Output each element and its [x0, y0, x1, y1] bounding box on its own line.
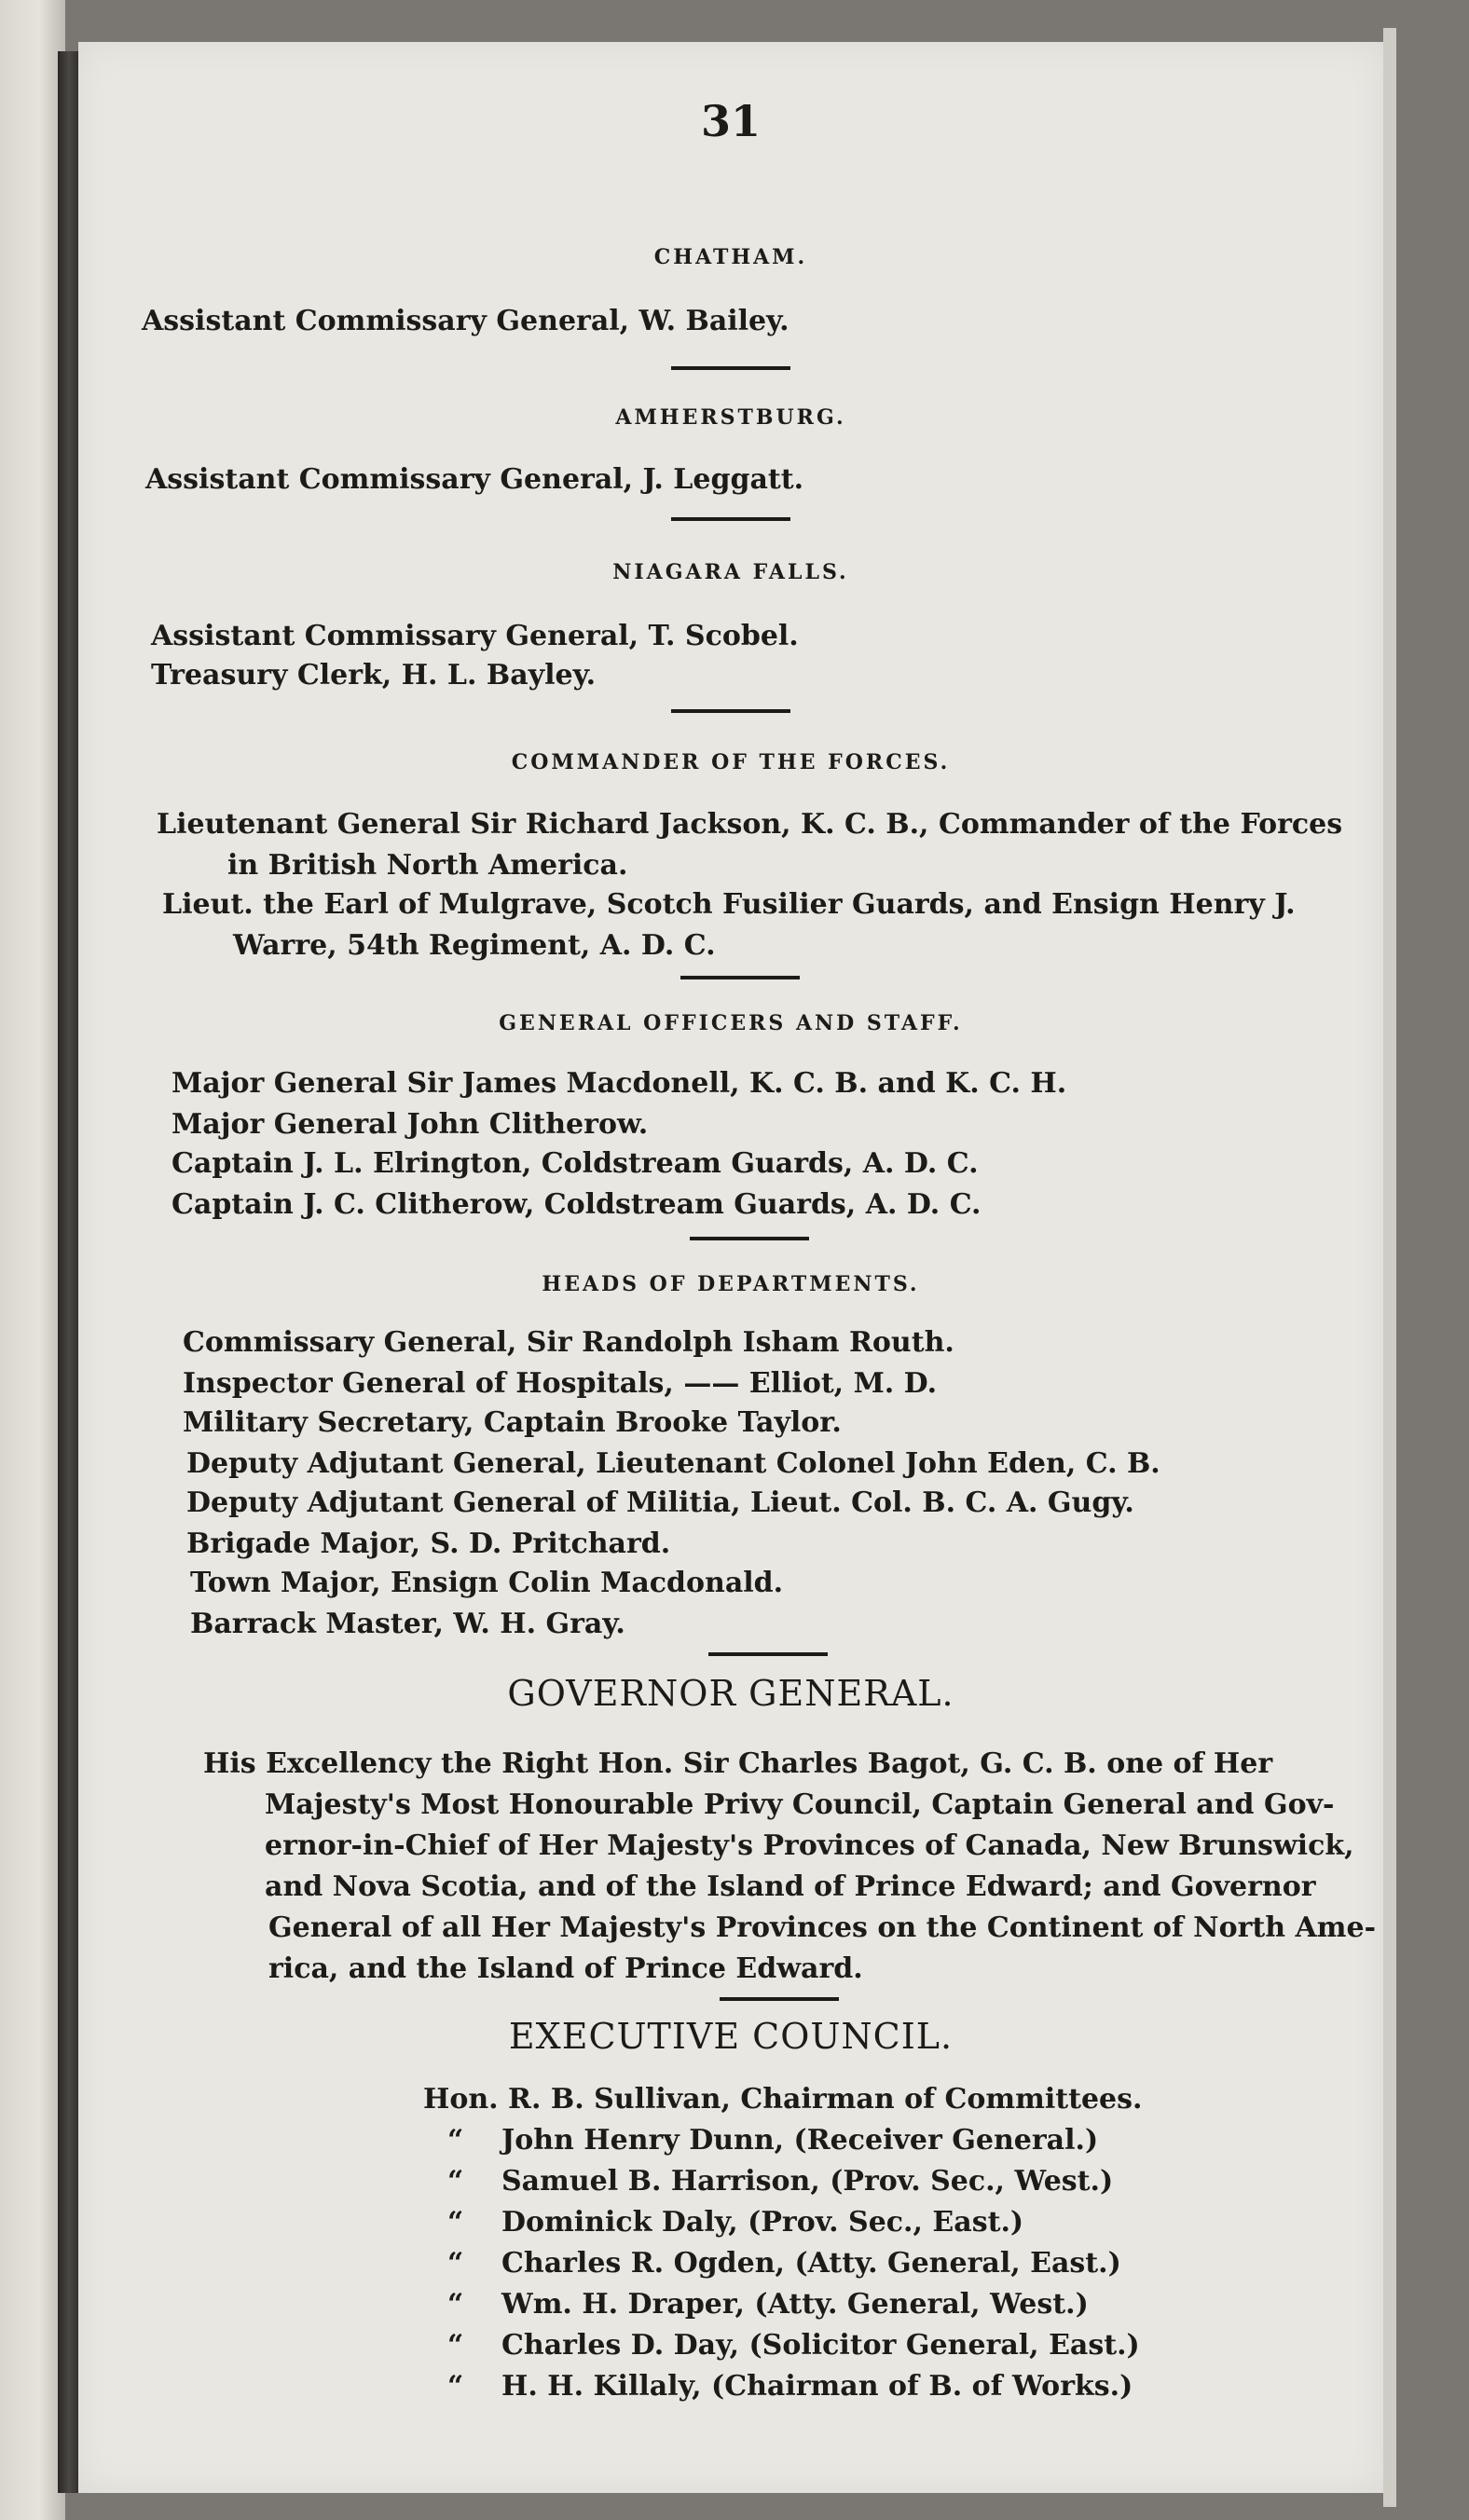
ditto-mark: “: [447, 2288, 464, 2321]
heading-heads-of-departments: HEADS OF DEPARTMENTS.: [542, 1272, 920, 1296]
executive-member-row: [447, 2247, 1121, 2280]
executive-member-row: [447, 2288, 1089, 2321]
heads-line-2: Inspector General of Hospitals, —— Elliot, M. D.: [183, 1367, 938, 1400]
ditto-mark: “: [447, 2247, 464, 2280]
heading-chatham: CHATHAM.: [653, 245, 808, 269]
divider: [708, 1652, 828, 1656]
executive-member: Dominick Daly, (Prov. Sec., East.): [501, 2206, 1024, 2239]
ditto-mark: “: [447, 2206, 464, 2239]
governor-line-2: Majesty's Most Honourable Privy Council, Captain General and Gov-: [265, 1788, 1335, 1821]
officers-line-1: Major General Sir James Macdonell, K. C. B. and K. C. H.: [172, 1067, 1067, 1100]
executive-member-row: [447, 2165, 1113, 2198]
executive-member: H. H. Killaly, (Chairman of B. of Works.): [501, 2370, 1133, 2403]
executive-member: Charles D. Day, (Solicitor General, East.): [501, 2329, 1140, 2362]
executive-member: Samuel B. Harrison, (Prov. Sec., West.): [501, 2165, 1114, 2198]
heading-niagara-falls: NIAGARA FALLS.: [612, 560, 849, 584]
heading-governor-general: GOVERNOR GENERAL.: [507, 1673, 954, 1714]
amherstburg-line-1: Assistant Commissary General, J. Leggatt.: [145, 463, 804, 496]
executive-member-row: [447, 2329, 1140, 2362]
officers-line-4: Captain J. C. Clitherow, Coldstream Guards, A. D. C.: [172, 1188, 982, 1221]
heads-line-3: Military Secretary, Captain Brooke Taylor.: [183, 1406, 842, 1439]
divider: [720, 1997, 839, 2001]
commander-line-1: Lieutenant General Sir Richard Jackson, K. C. B., Commander of the Forces: [157, 808, 1343, 841]
ditto-mark: “: [447, 2124, 464, 2157]
divider: [671, 366, 790, 370]
page-number: 31: [700, 96, 761, 146]
heading-general-officers: GENERAL OFFICERS AND STAFF.: [499, 1011, 963, 1035]
chatham-line-1: Assistant Commissary General, W. Bailey.: [142, 305, 789, 337]
commander-line-3: Lieut. the Earl of Mulgrave, Scotch Fusilier Guards, and Ensign Henry J.: [162, 888, 1296, 921]
book-spine: [58, 51, 80, 2493]
heads-line-4: Deputy Adjutant General, Lieutenant Colonel John Eden, C. B.: [186, 1447, 1160, 1480]
governor-line-3: ernor-in-Chief of Her Majesty's Provinces of Canada, New Brunswick,: [265, 1829, 1354, 1862]
niagara-line-1: Assistant Commissary General, T. Scobel.: [151, 620, 799, 652]
niagara-line-2: Treasury Clerk, H. L. Bayley.: [151, 659, 597, 692]
governor-line-4: and Nova Scotia, and of the Island of Prince Edward; and Governor: [265, 1870, 1316, 1903]
heading-amherstburg: AMHERSTBURG.: [615, 405, 846, 430]
ditto-mark: “: [447, 2370, 464, 2403]
officers-line-3: Captain J. L. Elrington, Coldstream Guards, A. D. C.: [172, 1147, 979, 1180]
ditto-mark: “: [447, 2329, 464, 2362]
executive-member: Wm. H. Draper, (Atty. General, West.): [501, 2288, 1089, 2321]
adjacent-page-edge: [0, 0, 65, 2520]
governor-line-1: His Excellency the Right Hon. Sir Charles Bagot, G. C. B. one of Her: [203, 1747, 1273, 1780]
executive-member: Charles R. Ogden, (Atty. General, East.): [501, 2247, 1121, 2280]
document-page: [78, 42, 1383, 2493]
commander-line-4: Warre, 54th Regiment, A. D. C.: [233, 929, 716, 962]
heads-line-7: Town Major, Ensign Colin Macdonald.: [190, 1567, 784, 1599]
heads-line-8: Barrack Master, W. H. Gray.: [190, 1608, 625, 1640]
executive-first-line: Hon. R. B. Sullivan, Chairman of Committees.: [423, 2083, 1143, 2116]
heading-commander: COMMANDER OF THE FORCES.: [511, 750, 951, 774]
executive-member: John Henry Dunn, (Receiver General.): [501, 2124, 1099, 2157]
commander-line-2: in British North America.: [227, 849, 628, 882]
divider: [680, 976, 800, 979]
executive-member-row: [447, 2206, 1023, 2239]
governor-line-5: General of all Her Majesty's Provinces on the Continent of North Ame-: [268, 1911, 1377, 1944]
divider: [671, 709, 790, 713]
heads-line-5: Deputy Adjutant General of Militia, Lieut. Col. B. C. A. Gugy.: [186, 1486, 1134, 1519]
officers-line-2: Major General John Clitherow.: [172, 1108, 649, 1141]
executive-member-row: [447, 2124, 1098, 2157]
ditto-mark: “: [447, 2165, 464, 2198]
divider: [671, 517, 790, 521]
divider: [690, 1237, 809, 1240]
heading-executive-council: EXECUTIVE COUNCIL.: [508, 2016, 954, 2057]
heads-line-6: Brigade Major, S. D. Pritchard.: [186, 1527, 671, 1560]
heads-line-1: Commissary General, Sir Randolph Isham Routh.: [183, 1326, 954, 1359]
governor-line-6: rica, and the Island of Prince Edward.: [268, 1952, 863, 1985]
page-right-edge: [1383, 28, 1396, 2507]
executive-member-row: [447, 2370, 1133, 2403]
